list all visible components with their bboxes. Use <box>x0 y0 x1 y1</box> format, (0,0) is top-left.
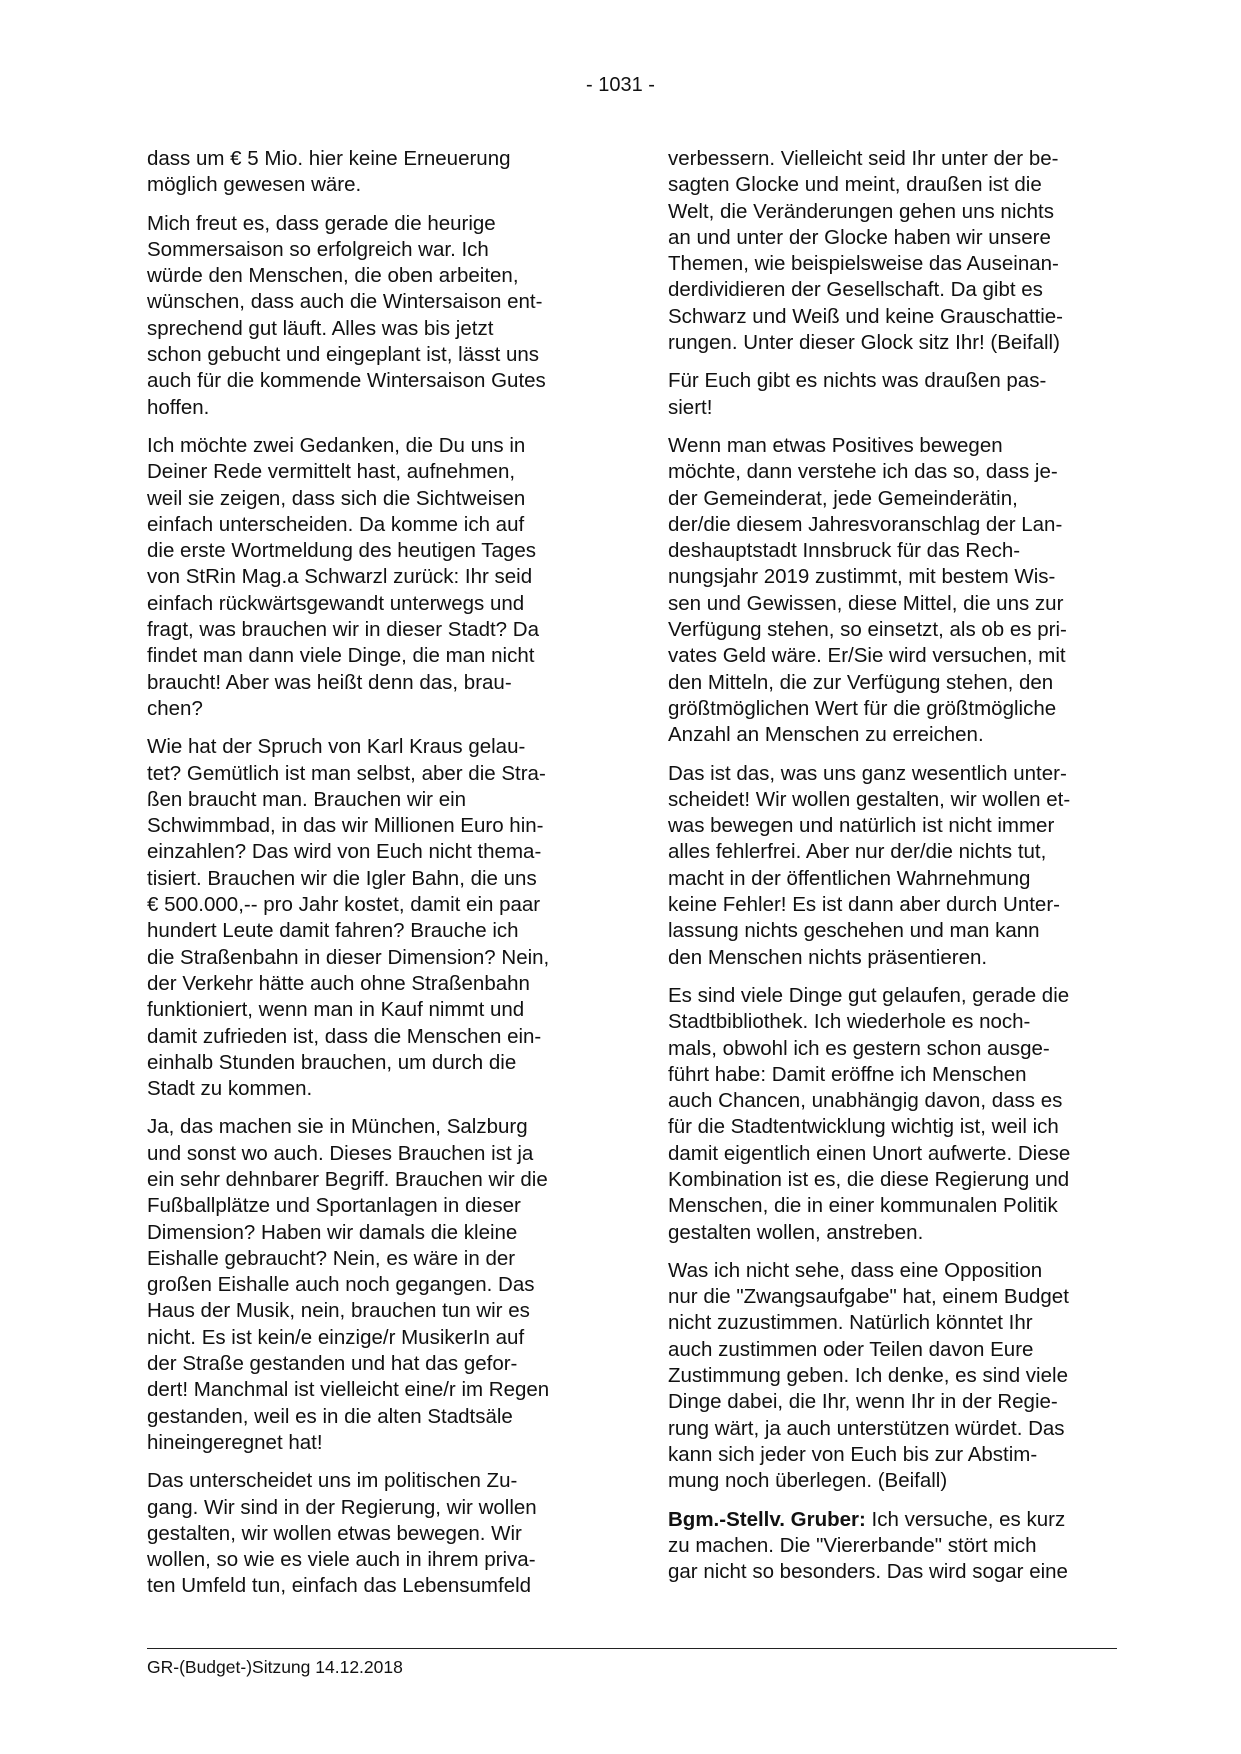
text-line: Ich möchte zwei Gedanken, die Du uns in <box>147 433 526 457</box>
text-line: die erste Wortmeldung des heutigen Tages <box>147 539 536 563</box>
text-line: den Mitteln, die zur Verfügung stehen, den <box>668 670 1054 694</box>
text-line: alles fehlerfrei. Aber nur der/die nichts tut, <box>668 840 1047 864</box>
text-line: die Straßenbahn in dieser Dimension? Nein, <box>147 945 550 969</box>
text-line: auch Chancen, unabhängig davon, dass es <box>668 1089 1063 1113</box>
text-line: hineingeregnet hat! <box>147 1430 323 1454</box>
paragraph <box>147 146 597 199</box>
text-line: hundert Leute damit fahren? Brauche ich <box>147 919 519 943</box>
paragraph <box>147 433 597 722</box>
text-line: wünschen, dass auch die Wintersaison ent- <box>147 290 543 314</box>
text-line: Schwimmbad, in das wir Millionen Euro hin- <box>147 814 544 838</box>
text-line: würde den Menschen, die oben arbeiten, <box>147 264 519 288</box>
text-line: möchte, dann verstehe ich das so, dass je- <box>668 460 1058 484</box>
text-line: Was ich nicht sehe, dass eine Opposition <box>668 1258 1043 1282</box>
text-line: tisiert. Brauchen wir die Igler Bahn, die uns <box>147 866 537 890</box>
text-line: chen? <box>147 696 203 720</box>
text-line: sagten Glocke und meint, draußen ist die <box>668 173 1042 197</box>
text-line: rung wärt, ja auch unterstützen würdet. Das <box>668 1416 1065 1440</box>
paragraph <box>668 983 1118 1246</box>
speaker-text: Ich versuche, es kurz <box>865 1507 1066 1531</box>
text-line: dass um € 5 Mio. hier keine Erneuerung <box>147 147 511 170</box>
text-line: der Straße gestanden und hat das gefor- <box>147 1352 518 1376</box>
text-line: Kombination ist es, die diese Regierung und <box>668 1167 1070 1191</box>
text-line: Sommersaison so erfolgreich war. Ich <box>147 237 489 261</box>
text-line: verbessern. Vielleicht seid Ihr unter der be- <box>668 147 1059 170</box>
paragraph <box>668 1258 1118 1495</box>
text-line: auch für die kommende Wintersaison Gutes <box>147 369 546 393</box>
text-line: Dinge dabei, die Ihr, wenn Ihr in der Regie- <box>668 1390 1058 1414</box>
text-line: damit eigentlich einen Unort aufwerte. Diese <box>668 1141 1071 1165</box>
text-line: einfach rückwärtsgewandt unterwegs und <box>147 591 525 615</box>
text-line: Verfügung stehen, so einsetzt, als ob es pri- <box>668 618 1067 642</box>
text-line: Wenn man etwas Positives bewegen <box>668 433 1003 457</box>
text-line: mals, obwohl ich es gestern schon ausge- <box>668 1036 1050 1060</box>
text-line: tet? Gemütlich ist man selbst, aber die Stra- <box>147 761 546 785</box>
text-line: Welt, die Veränderungen gehen uns nichts <box>668 199 1054 223</box>
text-line: damit zufrieden ist, dass die Menschen ein- <box>147 1024 542 1048</box>
text-line: Wie hat der Spruch von Karl Kraus gelau- <box>147 735 526 759</box>
text-line: hoffen. <box>147 395 210 419</box>
text-line: auch zustimmen oder Teilen davon Eure <box>668 1337 1034 1361</box>
text-line: Deiner Rede vermittelt hast, aufnehmen, <box>147 460 516 484</box>
text-line: wollen, so wie es viele auch in ihrem priva- <box>147 1548 536 1572</box>
speaker-paragraph <box>668 1507 1118 1586</box>
text-line: mung noch überlegen. (Beifall) <box>668 1469 948 1493</box>
text-line: fragt, was brauchen wir in dieser Stadt? Da <box>147 618 539 642</box>
text-line: keine Fehler! Es ist dann aber durch Unter- <box>668 893 1060 917</box>
text-line: Das ist das, was uns ganz wesentlich unter- <box>668 761 1067 785</box>
paragraph <box>147 1114 597 1456</box>
text-line: braucht! Aber was heißt denn das, brau- <box>147 670 512 694</box>
text-line <box>668 1507 1118 1533</box>
text-line: Fußballplätze und Sportanlagen in dieser <box>147 1194 521 1218</box>
text-line: Ja, das machen sie in München, Salzburg <box>147 1115 528 1139</box>
text-line: nicht. Es ist kein/e einzige/r MusikerIn auf <box>147 1325 525 1349</box>
paragraph <box>668 368 1118 421</box>
right-column <box>668 146 1118 1597</box>
speaker-name: Bgm.-Stellv. Gruber: <box>668 1507 866 1531</box>
text-line: gar nicht so besonders. Das wird sogar eine <box>668 1560 1068 1584</box>
text-line: Eishalle gebraucht? Nein, es wäre in der <box>147 1246 516 1270</box>
text-line: einhalb Stunden brauchen, um durch die <box>147 1050 517 1074</box>
text-line: der Gemeinderat, jede Gemeinderätin, <box>668 486 1018 510</box>
text-line: einzahlen? Das wird von Euch nicht thema- <box>147 840 542 864</box>
text-line: Zustimmung geben. Ich denke, es sind viele <box>668 1364 1068 1388</box>
footer-divider <box>147 1648 1117 1649</box>
text-line: weil sie zeigen, dass sich die Sichtweisen <box>147 486 526 510</box>
text-line: Stadt zu kommen. <box>147 1077 313 1101</box>
text-line: den Menschen nichts präsentieren. <box>668 945 988 969</box>
text-line: sprechend gut läuft. Alles was bis jetzt <box>147 316 494 340</box>
text-line: lassung nichts geschehen und man kann <box>668 919 1040 943</box>
page-number: - 1031 - <box>586 74 655 96</box>
text-line: sen und Gewissen, diese Mittel, die uns zur <box>668 591 1064 615</box>
text-line: Menschen, die in einer kommunalen Politik <box>668 1194 1058 1218</box>
text-line: nicht zuzustimmen. Natürlich könntet Ihr <box>668 1311 1033 1335</box>
text-line: Für Euch gibt es nichts was draußen pas- <box>668 369 1047 393</box>
text-line: Stadtbibliothek. Ich wiederhole es noch- <box>668 1010 1031 1034</box>
text-line: € 500.000,-- pro Jahr kostet, damit ein paar <box>147 893 541 917</box>
text-line: Es sind viele Dinge gut gelaufen, gerade die <box>668 983 1070 1007</box>
text-line: gestalten, wir wollen etwas bewegen. Wir <box>147 1521 522 1545</box>
text-line: und sonst wo auch. Dieses Brauchen ist ja <box>147 1141 534 1165</box>
text-line: Themen, wie beispielsweise das Auseinan- <box>668 252 1059 276</box>
text-line: möglich gewesen wäre. <box>147 173 362 197</box>
text-line: ßen braucht man. Brauchen wir ein <box>147 787 467 811</box>
text-line: zu machen. Die "Viererbande" stört mich <box>668 1533 1037 1557</box>
text-line: was bewegen und natürlich ist nicht immer <box>668 814 1055 838</box>
text-line: von StRin Mag.a Schwarzl zurück: Ihr seid <box>147 565 533 589</box>
text-line: Schwarz und Weiß und keine Grauschattie- <box>668 304 1064 328</box>
text-line: der Verkehr hätte auch ohne Straßenbahn <box>147 971 530 995</box>
text-line: rungen. Unter dieser Glock sitz Ihr! (Beifall) <box>668 331 1060 355</box>
text-line: kann sich jeder von Euch bis zur Abstim- <box>668 1442 1038 1466</box>
text-line: findet man dann viele Dinge, die man nicht <box>147 644 535 668</box>
text-line: für die Stadtentwicklung wichtig ist, weil ich <box>668 1115 1059 1139</box>
text-line: gang. Wir sind in der Regierung, wir wollen <box>147 1495 537 1519</box>
text-line: größtmöglichen Wert für die größtmögliche <box>668 696 1057 720</box>
text-line: dert! Manchmal ist vielleicht eine/r im Regen <box>147 1378 550 1402</box>
left-column <box>147 146 597 1612</box>
paragraph <box>668 761 1118 971</box>
text-line: Dimension? Haben wir damals die kleine <box>147 1220 518 1244</box>
text-line: ten Umfeld tun, einfach das Lebensumfeld <box>147 1574 532 1598</box>
text-line: der/die diesem Jahresvoranschlag der Lan- <box>668 512 1063 536</box>
text-line: schon gebucht und eingeplant ist, lässt uns <box>147 343 540 367</box>
text-line: siert! <box>668 395 713 419</box>
paragraph <box>147 211 597 421</box>
text-line: macht in der öffentlichen Wahrnehmung <box>668 866 1031 890</box>
paragraph <box>147 1468 597 1599</box>
footer-session-label: GR-(Budget-)Sitzung 14.12.2018 <box>147 1657 403 1677</box>
text-line: Das unterscheidet uns im politischen Zu- <box>147 1469 518 1493</box>
text-line: führt habe: Damit eröffne ich Menschen <box>668 1062 1027 1086</box>
text-line: ein sehr dehnbarer Begriff. Brauchen wir die <box>147 1167 548 1191</box>
text-line: gestanden, weil es in die alten Stadtsäle <box>147 1404 513 1428</box>
text-line: an und unter der Glocke haben wir unsere <box>668 225 1051 249</box>
text-line: vates Geld wäre. Er/Sie wird versuchen, mit <box>668 644 1066 668</box>
text-line: nungsjahr 2019 zustimmt, mit bestem Wis- <box>668 565 1056 589</box>
text-line: einfach unterscheiden. Da komme ich auf <box>147 512 525 536</box>
text-line: Mich freut es, dass gerade die heurige <box>147 211 496 235</box>
paragraph <box>668 433 1118 749</box>
text-line: nur die "Zwangsaufgabe" hat, einem Budget <box>668 1285 1069 1309</box>
text-line: Anzahl an Menschen zu erreichen. <box>668 723 984 747</box>
text-line: gestalten wollen, anstreben. <box>668 1220 924 1244</box>
text-line: Haus der Musik, nein, brauchen tun wir es <box>147 1299 530 1323</box>
text-line: scheidet! Wir wollen gestalten, wir wollen et- <box>668 787 1071 811</box>
text-line: großen Eishalle auch noch gegangen. Das <box>147 1273 535 1297</box>
paragraph <box>147 734 597 1102</box>
text-line: deshauptstadt Innsbruck für das Rech- <box>668 539 1021 563</box>
paragraph <box>668 146 1118 356</box>
text-line: derdividieren der Gesellschaft. Da gibt es <box>668 278 1043 302</box>
text-line: funktioniert, wenn man in Kauf nimmt und <box>147 998 525 1022</box>
